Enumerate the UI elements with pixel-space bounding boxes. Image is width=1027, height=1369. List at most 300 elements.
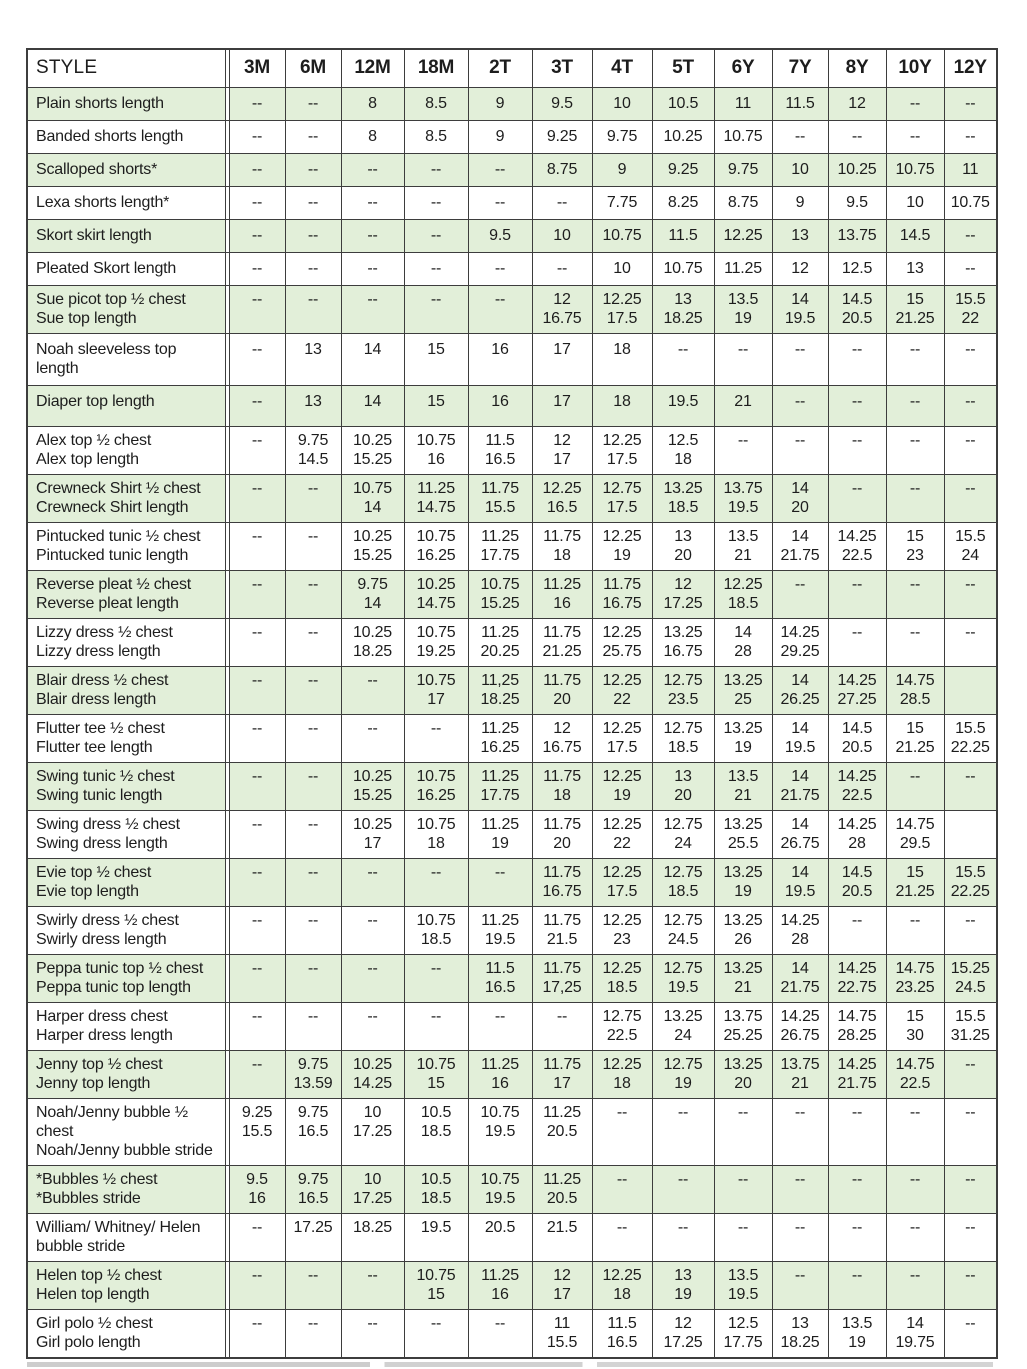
- cell-value-line: --: [367, 720, 378, 737]
- size-cell: [828, 715, 886, 763]
- size-cell: [532, 88, 592, 121]
- size-cell: [772, 907, 828, 955]
- cell-value-line: --: [367, 1008, 378, 1025]
- size-cell: [828, 667, 886, 715]
- cell-value-line: 9.25: [546, 128, 578, 145]
- cell-value-line: --: [307, 260, 319, 277]
- size-cell: [285, 571, 341, 619]
- size-cell: [341, 187, 404, 220]
- style-cell-line: Girl polo length: [36, 1334, 141, 1351]
- size-cell: [341, 220, 404, 253]
- style-cell-line: Blair dress length: [36, 691, 157, 708]
- style-cell: [27, 907, 225, 955]
- size-chart-table: [26, 48, 998, 1359]
- cell-value-line: 18.25: [480, 691, 520, 708]
- cell-value-line: 14.5: [841, 291, 873, 308]
- style-cell-line: Sue picot top ½ chest: [36, 291, 186, 308]
- size-cell: [714, 763, 772, 811]
- cell-value-line: 11.25: [481, 1267, 519, 1284]
- size-cell: [532, 1214, 592, 1262]
- cell-value-line: 13.25: [663, 1008, 703, 1025]
- cell-value-line: --: [430, 260, 442, 277]
- cell-value-line: --: [494, 161, 506, 178]
- size-cell: [714, 859, 772, 907]
- cell-value-line: --: [909, 128, 921, 145]
- cell-value-line: 25.5: [727, 835, 759, 852]
- cell-value-line: 20: [734, 1075, 752, 1092]
- size-cell: [468, 334, 532, 386]
- size-cell: [404, 475, 468, 523]
- cell-value-line: 19.5: [784, 310, 816, 327]
- cell-value-line: 12.75: [663, 864, 703, 881]
- size-cell: [341, 1051, 404, 1099]
- cell-value-line: 23.5: [667, 691, 699, 708]
- cell-value-line: 13.75: [723, 1008, 763, 1025]
- cell-value-line: --: [430, 161, 442, 178]
- size-cell: [532, 1099, 592, 1166]
- size-cell: [886, 187, 944, 220]
- cell-value-line: 7.75: [606, 194, 638, 211]
- size-cell: [652, 154, 714, 187]
- size-cell: [404, 619, 468, 667]
- cell-value-line: 22: [613, 691, 631, 708]
- size-cell: [468, 1262, 532, 1310]
- size-cell: [772, 253, 828, 286]
- size-cell: [468, 859, 532, 907]
- cell-value-line: 18: [553, 787, 571, 804]
- size-cell: [714, 715, 772, 763]
- size-cell: [944, 955, 997, 1003]
- cell-value-line: 12.25: [602, 816, 642, 833]
- cell-value-line: 19: [491, 835, 509, 852]
- cell-value-line: 9.75: [357, 576, 388, 593]
- size-cell: [592, 334, 652, 386]
- style-cell: [27, 715, 225, 763]
- cell-value-line: 17.25: [293, 1219, 333, 1236]
- cell-value-line: 18.25: [780, 1334, 820, 1351]
- cell-value-line: --: [307, 480, 319, 497]
- cell-value-line: --: [430, 227, 442, 244]
- size-cell: [772, 667, 828, 715]
- cell-value-line: 10.75: [416, 624, 456, 641]
- style-cell-line: Banded shorts length: [36, 128, 184, 145]
- size-cell: [341, 475, 404, 523]
- cell-value-line: 10: [553, 227, 571, 244]
- size-cell: [341, 1214, 404, 1262]
- cell-value-line: 14: [906, 1315, 924, 1332]
- cell-value-line: 13: [791, 227, 809, 244]
- cell-value-line: 13: [674, 768, 692, 785]
- cell-value-line: 10.75: [416, 768, 456, 785]
- cell-value-line: --: [251, 720, 263, 737]
- size-cell: [404, 667, 468, 715]
- size-cell: [828, 523, 886, 571]
- size-cell: [532, 907, 592, 955]
- size-cell: [468, 619, 532, 667]
- cell-value-line: 20.25: [480, 643, 520, 660]
- style-cell-line: Crewneck Shirt length: [36, 499, 189, 516]
- cell-value-line: 13.25: [663, 624, 703, 641]
- cell-value-line: 17: [427, 691, 445, 708]
- cell-value-line: --: [965, 128, 976, 145]
- size-cell: [592, 187, 652, 220]
- size-cell: [341, 523, 404, 571]
- cell-value-line: 15.5: [546, 1334, 578, 1351]
- cell-value-line: 10.5: [420, 1104, 452, 1121]
- size-cell: [944, 523, 997, 571]
- size-cell: [652, 619, 714, 667]
- cell-value-line: 10.75: [895, 161, 935, 178]
- size-cell: [652, 286, 714, 334]
- table-row: [27, 1214, 997, 1262]
- cell-value-line: 9.75: [297, 432, 329, 449]
- size-cell: [828, 475, 886, 523]
- cell-value-line: 12.25: [602, 1056, 642, 1073]
- cell-value-line: 13: [674, 291, 692, 308]
- cell-value-line: --: [737, 1171, 749, 1188]
- cell-value-line: 15.5: [955, 528, 986, 545]
- cell-value-line: 17: [553, 1075, 571, 1092]
- cell-value-line: 15.5: [955, 1008, 986, 1025]
- cell-value-line: 9.75: [297, 1171, 329, 1188]
- cell-value-line: --: [965, 393, 976, 410]
- cell-value-line: 27.25: [837, 691, 877, 708]
- size-cell: [944, 1310, 997, 1359]
- style-cell-line: *Bubbles ½ chest: [36, 1171, 158, 1188]
- table-row: [27, 88, 997, 121]
- size-cell: [592, 811, 652, 859]
- size-cell: [404, 88, 468, 121]
- cell-value-line: --: [251, 1056, 263, 1073]
- size-cell: [404, 1051, 468, 1099]
- cell-value-line: 17: [363, 835, 382, 852]
- cell-value-line: 13: [791, 1315, 809, 1332]
- size-cell: [714, 386, 772, 427]
- size-cell: [341, 619, 404, 667]
- cell-value-line: 10.75: [480, 1171, 520, 1188]
- cell-value-line: 12.25: [723, 227, 763, 244]
- style-cell-line: Jenny top ½ chest: [36, 1056, 163, 1073]
- cell-value-line: --: [430, 960, 442, 977]
- cell-value-line: 28: [791, 931, 809, 948]
- size-cell: [468, 154, 532, 187]
- cell-value-line: --: [430, 1008, 442, 1025]
- size-cell: [229, 1166, 285, 1214]
- cell-value-line: 21: [791, 1075, 809, 1092]
- cell-value-line: --: [367, 912, 378, 929]
- size-cell: [229, 955, 285, 1003]
- size-cell: [944, 386, 997, 427]
- cell-value-line: 13.25: [723, 672, 763, 689]
- size-cell: [229, 1310, 285, 1359]
- size-cell: [772, 619, 828, 667]
- size-cell: [404, 386, 468, 427]
- cell-value-line: 14.25: [780, 912, 820, 929]
- cell-value-line: 16.5: [297, 1123, 329, 1140]
- cell-value-line: 11.5: [785, 95, 815, 112]
- size-cell: [828, 286, 886, 334]
- style-cell: [27, 667, 225, 715]
- style-cell: [27, 955, 225, 1003]
- cell-value-line: 13: [906, 260, 924, 277]
- size-cell: [714, 1166, 772, 1214]
- cell-value-line: --: [851, 1171, 863, 1188]
- column-header: 3M: [229, 49, 285, 88]
- table-row: [27, 253, 997, 286]
- size-cell: [229, 475, 285, 523]
- cell-value-line: 19.5: [667, 979, 699, 996]
- size-cell: [772, 1310, 828, 1359]
- size-cell: [468, 253, 532, 286]
- table-row: [27, 220, 997, 253]
- size-cell: [285, 1003, 341, 1051]
- size-cell: [828, 1051, 886, 1099]
- cell-value-line: 10.75: [480, 576, 520, 593]
- size-cell: [652, 121, 714, 154]
- size-cell: [652, 253, 714, 286]
- column-header: 5T: [652, 49, 714, 88]
- cell-value-line: --: [677, 341, 689, 358]
- size-cell: [229, 386, 285, 427]
- size-cell: [285, 523, 341, 571]
- size-cell: [944, 220, 997, 253]
- size-cell: [592, 667, 652, 715]
- size-cell: [944, 763, 997, 811]
- cell-value-line: 13.59: [293, 1075, 333, 1092]
- size-cell: [592, 1099, 652, 1166]
- size-cell: [532, 475, 592, 523]
- cell-value-line: 16: [491, 341, 509, 358]
- cell-value-line: 10.75: [723, 128, 763, 145]
- cell-value-line: 19: [613, 787, 631, 804]
- size-cell: [229, 121, 285, 154]
- size-cell: [772, 715, 828, 763]
- cell-value-line: 13.25: [723, 912, 763, 929]
- cell-value-line: --: [307, 227, 319, 244]
- cell-value-line: --: [556, 260, 568, 277]
- cell-value-line: 12: [791, 260, 809, 277]
- cell-value-line: 25.25: [723, 1027, 763, 1044]
- cell-value-line: 20.5: [841, 883, 873, 900]
- size-cell: [341, 955, 404, 1003]
- size-cell: [341, 1099, 404, 1166]
- size-cell: [714, 1099, 772, 1166]
- size-cell: [886, 859, 944, 907]
- cell-value-line: --: [556, 194, 568, 211]
- cell-value-line: 10.5: [667, 95, 699, 112]
- cell-value-line: 12: [848, 95, 866, 112]
- size-cell: [652, 907, 714, 955]
- cell-value-line: --: [851, 1104, 863, 1121]
- size-cell: [532, 1262, 592, 1310]
- style-cell-line: Reverse pleat length: [36, 595, 179, 612]
- cell-value-line: --: [909, 95, 921, 112]
- size-cell: [229, 523, 285, 571]
- cell-value-line: 17.75: [480, 547, 520, 564]
- cell-value-line: 14.25: [837, 960, 877, 977]
- cell-value-line: 15.25: [352, 787, 393, 804]
- cell-value-line: 9: [617, 161, 627, 178]
- cell-value-line: 11.25: [481, 768, 519, 785]
- cell-value-line: 15: [906, 720, 924, 737]
- cell-value-line: 11: [962, 161, 979, 178]
- size-cell: [285, 715, 341, 763]
- cell-value-line: 14: [791, 864, 809, 881]
- size-cell: [532, 121, 592, 154]
- cell-value-line: 9.25: [667, 161, 699, 178]
- size-cell: [944, 1166, 997, 1214]
- cell-value-line: 16.25: [480, 739, 520, 756]
- cell-value-line: 16.75: [602, 595, 642, 612]
- style-cell-line: Swing tunic ½ chest: [36, 768, 175, 785]
- size-cell: [468, 715, 532, 763]
- cell-value-line: 18: [613, 341, 631, 358]
- cell-value-line: 14.25: [837, 768, 877, 785]
- size-cell: [229, 571, 285, 619]
- size-cell: [341, 1166, 404, 1214]
- table-row: [27, 1051, 997, 1099]
- style-cell: [27, 1003, 225, 1051]
- cell-value-line: --: [307, 1315, 319, 1332]
- cell-value-line: 26.75: [780, 1027, 820, 1044]
- cell-value-line: 24: [674, 835, 692, 852]
- cell-value-line: 9.5: [551, 95, 573, 112]
- cell-value-line: 10.75: [352, 480, 393, 497]
- cell-value-line: 10.25: [663, 128, 703, 145]
- cell-value-line: --: [909, 1219, 921, 1236]
- cell-value-line: 31.25: [950, 1027, 990, 1044]
- style-cell-line: Alex top ½ chest: [36, 432, 152, 449]
- style-cell: [27, 334, 225, 386]
- size-cell: [532, 187, 592, 220]
- size-cell: [592, 1003, 652, 1051]
- cell-value-line: 10: [363, 1171, 382, 1188]
- style-cell-line: Pleated Skort length: [36, 260, 177, 277]
- size-cell: [532, 763, 592, 811]
- size-cell: [652, 523, 714, 571]
- cell-value-line: 19.5: [727, 499, 759, 516]
- size-cell: [828, 571, 886, 619]
- cell-value-line: --: [965, 227, 976, 244]
- size-cell: [285, 1310, 341, 1359]
- cell-value-line: --: [430, 291, 442, 308]
- cell-value-line: 21.25: [542, 643, 582, 660]
- style-cell-line: Harper dress chest: [36, 1008, 168, 1025]
- size-cell: [404, 154, 468, 187]
- cell-value-line: 19.75: [895, 1334, 935, 1351]
- cell-value-line: 22.5: [841, 787, 873, 804]
- size-cell: [592, 859, 652, 907]
- size-cell: [886, 523, 944, 571]
- cell-value-line: 21.5: [546, 1219, 578, 1236]
- size-cell: [714, 334, 772, 386]
- cell-value-line: 16.5: [606, 1334, 638, 1351]
- cell-value-line: --: [307, 128, 319, 145]
- size-cell: [341, 154, 404, 187]
- size-cell: [714, 1003, 772, 1051]
- size-cell: [468, 286, 532, 334]
- cell-value-line: --: [794, 341, 806, 358]
- cell-value-line: --: [251, 95, 263, 112]
- cell-value-line: 15: [427, 1286, 445, 1303]
- cell-value-line: 19: [734, 883, 752, 900]
- size-cell: [772, 1051, 828, 1099]
- cell-value-line: 11.75: [481, 480, 519, 497]
- size-cell: [341, 286, 404, 334]
- cell-value-line: 13: [304, 341, 322, 358]
- size-cell: [772, 1099, 828, 1166]
- size-cell: [714, 523, 772, 571]
- cell-value-line: --: [367, 864, 378, 881]
- cell-value-line: 14: [791, 768, 809, 785]
- cell-value-line: --: [251, 768, 263, 785]
- cell-value-line: 22.25: [950, 739, 990, 756]
- cell-value-line: --: [851, 624, 863, 641]
- cell-value-line: 16: [248, 1190, 266, 1207]
- style-cell: [27, 1099, 225, 1166]
- size-cell: [714, 475, 772, 523]
- cell-value-line: 9: [495, 95, 505, 112]
- cell-value-line: 19.5: [484, 1190, 516, 1207]
- size-cell: [652, 187, 714, 220]
- cell-value-line: 10.75: [602, 227, 642, 244]
- cell-value-line: --: [965, 912, 976, 929]
- cell-value-line: --: [430, 1315, 442, 1332]
- style-cell-line: Swing tunic length: [36, 787, 163, 804]
- style-cell: [27, 859, 225, 907]
- size-cell: [285, 859, 341, 907]
- cell-value-line: 11.25: [481, 912, 519, 929]
- cell-value-line: 10.75: [416, 1267, 456, 1284]
- cell-value-line: 11.75: [543, 960, 581, 977]
- cell-value-line: --: [307, 194, 319, 211]
- size-cell: [652, 386, 714, 427]
- size-cell: [285, 121, 341, 154]
- cell-value-line: 19: [674, 1075, 692, 1092]
- cell-value-line: 21.75: [780, 787, 820, 804]
- cell-value-line: 17.5: [606, 310, 638, 327]
- cell-value-line: 10: [906, 194, 924, 211]
- cell-value-line: 24: [961, 547, 979, 564]
- size-cell: [341, 859, 404, 907]
- size-cell: [592, 715, 652, 763]
- cell-value-line: 12: [674, 576, 692, 593]
- cell-value-line: --: [494, 1008, 506, 1025]
- cell-value-line: 10.75: [416, 672, 456, 689]
- style-cell: [27, 1262, 225, 1310]
- cell-value-line: 8.5: [425, 95, 447, 112]
- style-cell: [27, 475, 225, 523]
- size-cell: [886, 667, 944, 715]
- style-cell: [27, 253, 225, 286]
- cell-value-line: 20.5: [841, 739, 873, 756]
- size-cell: [468, 1214, 532, 1262]
- size-cell: [404, 907, 468, 955]
- size-cell: [592, 1310, 652, 1359]
- size-cell: [341, 907, 404, 955]
- table-row: [27, 427, 997, 475]
- size-cell: [652, 1166, 714, 1214]
- cell-value-line: 17.5: [606, 739, 638, 756]
- size-cell: [404, 286, 468, 334]
- size-cell: [886, 1166, 944, 1214]
- size-cell: [772, 1262, 828, 1310]
- cell-value-line: 12: [553, 1267, 571, 1284]
- cell-value-line: --: [909, 1267, 921, 1284]
- cell-value-line: --: [367, 672, 378, 689]
- cell-value-line: 22: [613, 835, 631, 852]
- cell-value-line: 8.5: [425, 128, 447, 145]
